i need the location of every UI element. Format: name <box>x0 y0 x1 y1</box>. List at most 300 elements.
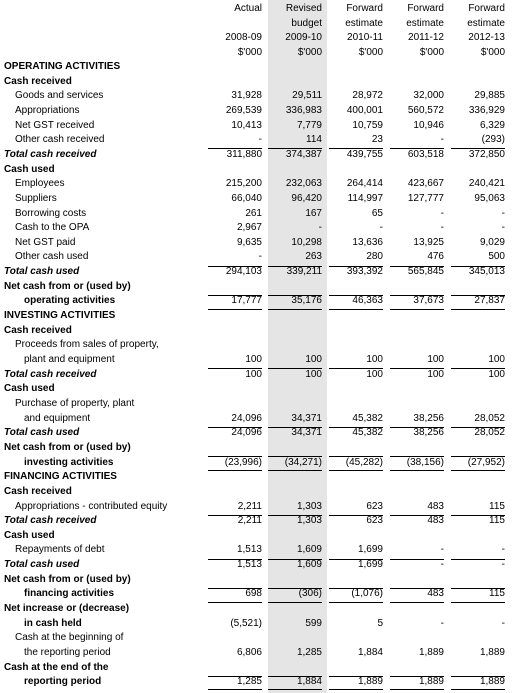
row-value-col-5: - <box>501 222 505 234</box>
subtotal-rule <box>390 427 444 428</box>
subtotal-rule <box>208 266 262 267</box>
row-value-col-1: - <box>258 134 262 146</box>
row-value-col-3: 10,759 <box>352 119 383 131</box>
total-underline <box>268 470 322 471</box>
row-value-col-2: 1,303 <box>296 500 322 512</box>
row-value-col-1: 215,200 <box>225 178 262 190</box>
table-row <box>0 119 513 134</box>
row-value-col-5: 9,029 <box>479 236 505 248</box>
row-value-col-2: 34,371 <box>291 427 322 439</box>
row-value-col-5: 115 <box>489 588 505 600</box>
row-label: Other cash received <box>15 134 105 146</box>
row-label: Net increase or (decrease) <box>4 603 130 615</box>
row-value-col-5: - <box>501 617 505 629</box>
subtotal-rule <box>451 456 505 457</box>
table-row <box>0 294 513 309</box>
row-value-col-1: 2,967 <box>236 222 262 234</box>
row-value-col-4: 483 <box>427 500 444 512</box>
subtotal-rule <box>329 559 383 560</box>
total-underline <box>208 602 262 603</box>
row-value-col-2: 1,285 <box>296 647 322 658</box>
row-label: Cash received <box>4 75 72 87</box>
row-value-col-3: - <box>379 222 383 234</box>
header-line1-col-4: Forward <box>407 3 444 14</box>
row-value-col-2: 599 <box>305 617 322 629</box>
row-value-col-4: 565,845 <box>407 266 444 278</box>
table-row <box>0 324 513 339</box>
table-row <box>0 309 513 324</box>
header-line4-col-4: $'000 <box>419 46 444 58</box>
row-value-col-3: 623 <box>366 500 383 512</box>
row-value-col-1: (23,996) <box>224 456 262 468</box>
row-label: Cash received <box>4 324 72 336</box>
row-label: Total cash received <box>4 368 97 380</box>
subtotal-rule <box>451 515 505 516</box>
row-value-col-4: 603,518 <box>407 148 444 160</box>
subtotal-rule <box>208 295 262 296</box>
table-row <box>0 368 513 383</box>
row-value-col-1: (5,521) <box>230 617 262 629</box>
total-underline <box>451 309 505 310</box>
table-row <box>0 631 513 646</box>
row-label: Total cash used <box>4 427 80 439</box>
row-value-col-5: 29,885 <box>474 90 505 102</box>
table-row <box>0 675 513 690</box>
row-label: Total cash used <box>4 559 80 571</box>
row-label: Repayments of debt <box>15 544 105 556</box>
header-line4-col-5: $'000 <box>480 46 505 58</box>
subtotal-rule <box>451 427 505 428</box>
row-value-col-3: 264,414 <box>346 178 383 190</box>
total-underline <box>390 470 444 471</box>
row-label: Cash used <box>4 163 55 175</box>
row-label: Cash received <box>4 485 72 497</box>
subtotal-rule <box>268 266 322 267</box>
subtotal-rule <box>451 266 505 267</box>
subtotal-rule <box>390 676 444 677</box>
row-value-col-2: 35,176 <box>291 295 322 307</box>
row-value-col-1: 294,103 <box>225 266 262 278</box>
subtotal-rule <box>329 368 383 369</box>
row-value-col-2: 339,211 <box>286 266 322 278</box>
subtotal-rule <box>451 148 505 149</box>
row-value-col-2: 100 <box>305 368 322 380</box>
row-value-col-3: 46,363 <box>352 295 383 307</box>
row-value-col-5: 1,889 <box>479 676 505 688</box>
row-value-col-3: 45,382 <box>352 427 383 439</box>
row-value-col-1: 6,806 <box>236 647 262 658</box>
row-value-col-2: 232,063 <box>285 178 322 190</box>
total-underline <box>208 470 262 471</box>
row-label: Cash used <box>4 383 55 395</box>
table-row <box>0 412 513 427</box>
subtotal-rule <box>451 295 505 296</box>
row-value-col-2: (34,271) <box>284 456 322 468</box>
header-line1-col-5: Forward <box>468 3 505 14</box>
row-value-col-5: - <box>501 207 505 219</box>
row-value-col-5: 27,837 <box>474 295 505 307</box>
row-value-col-5: 336,929 <box>468 104 505 116</box>
row-value-col-3: 1,699 <box>357 544 383 556</box>
row-value-col-5: 115 <box>489 500 505 512</box>
row-value-col-1: 100 <box>245 368 262 380</box>
total-underline <box>268 602 322 603</box>
table-row <box>0 265 513 280</box>
row-label: Total cash used <box>4 266 80 278</box>
subtotal-rule <box>390 295 444 296</box>
subtotal-rule <box>390 515 444 516</box>
row-value-col-5: 100 <box>488 368 505 380</box>
subtotal-rule <box>390 456 444 457</box>
total-underline <box>329 470 383 471</box>
table-row <box>0 646 513 661</box>
row-value-col-4: 32,000 <box>413 90 444 102</box>
row-value-col-5: 345,013 <box>468 266 505 278</box>
row-value-col-5: - <box>501 559 505 571</box>
row-label: Proceeds from sales of property, <box>15 339 159 351</box>
row-label: the reporting period <box>24 647 111 658</box>
subtotal-rule <box>451 588 505 589</box>
total-underline <box>390 309 444 310</box>
row-value-col-5: 372,850 <box>468 148 505 160</box>
row-value-col-2: 7,779 <box>296 119 322 131</box>
row-value-col-3: 400,001 <box>346 104 383 116</box>
row-label: reporting period <box>24 676 102 688</box>
row-label: Appropriations - contributed equity <box>15 500 168 512</box>
row-value-col-5: 500 <box>488 251 505 263</box>
total-underline <box>329 309 383 310</box>
row-value-col-4: (38,156) <box>406 456 444 468</box>
row-value-col-2: 167 <box>305 207 322 219</box>
header-line3-col-1: 2008-09 <box>225 32 262 44</box>
subtotal-rule <box>208 368 262 369</box>
row-label: Total cash received <box>4 148 97 160</box>
row-value-col-2: 114 <box>306 134 322 146</box>
table-row <box>0 558 513 573</box>
row-value-col-1: 24,096 <box>231 427 262 439</box>
row-value-col-4: 10,946 <box>413 119 444 131</box>
row-value-col-2: 29,511 <box>292 90 322 102</box>
row-value-col-4: 560,572 <box>407 104 444 116</box>
subtotal-rule <box>268 295 322 296</box>
table-row <box>0 587 513 602</box>
subtotal-rule <box>208 559 262 560</box>
table-row <box>0 543 513 558</box>
row-value-col-2: 263 <box>305 251 322 263</box>
row-value-col-1: 31,928 <box>231 90 262 102</box>
row-value-col-4: - <box>440 207 444 219</box>
table-row <box>0 177 513 192</box>
row-label: Cash to the OPA <box>15 222 90 234</box>
row-value-col-5: 1,889 <box>479 647 505 658</box>
row-value-col-3: 393,392 <box>346 266 383 278</box>
subtotal-rule <box>208 588 262 589</box>
table-row <box>0 148 513 163</box>
total-underline <box>208 689 262 690</box>
row-value-col-5: (293) <box>481 134 505 146</box>
subtotal-rule <box>451 368 505 369</box>
row-value-col-3: 114,997 <box>347 192 383 204</box>
table-row <box>0 60 513 75</box>
row-value-col-4: 127,777 <box>407 192 444 204</box>
row-label: Suppliers <box>15 192 57 204</box>
header-line1-col-3: Forward <box>346 3 383 14</box>
header-line2-col-3: estimate <box>345 17 383 29</box>
subtotal-rule <box>208 148 262 149</box>
subtotal-rule <box>208 427 262 428</box>
row-value-col-2: - <box>318 222 322 234</box>
table-row <box>0 661 513 676</box>
row-value-col-2: 1,303 <box>296 515 322 527</box>
subtotal-rule <box>329 427 383 428</box>
row-value-col-2: 96,420 <box>291 192 322 204</box>
total-underline <box>268 309 322 310</box>
subtotal-rule <box>329 515 383 516</box>
total-underline <box>329 602 383 603</box>
table-row <box>0 397 513 412</box>
table-row <box>0 573 513 588</box>
row-label: in cash held <box>24 617 82 629</box>
table-row <box>0 441 513 456</box>
subtotal-rule <box>329 266 383 267</box>
subtotal-rule <box>390 148 444 149</box>
row-value-col-3: 100 <box>366 354 383 365</box>
row-value-col-4: 1,889 <box>418 647 444 658</box>
row-value-col-1: 9,635 <box>236 236 262 248</box>
row-value-col-4: 38,256 <box>413 427 444 439</box>
row-value-col-2: (306) <box>298 588 322 600</box>
row-value-col-3: 13,636 <box>352 236 383 248</box>
table-row <box>0 485 513 500</box>
row-value-col-1: 311,880 <box>226 148 262 160</box>
row-label: plant and equipment <box>24 354 115 365</box>
subtotal-rule <box>268 368 322 369</box>
row-label: INVESTING ACTIVITIES <box>4 310 116 322</box>
subtotal-rule <box>329 295 383 296</box>
subtotal-rule <box>268 148 322 149</box>
table-row <box>0 426 513 441</box>
row-value-col-4: - <box>440 222 444 234</box>
row-value-col-2: 10,298 <box>291 236 322 248</box>
subtotal-rule <box>329 456 383 457</box>
row-label: Cash at the end of the <box>4 661 109 673</box>
subtotal-rule <box>268 588 322 589</box>
row-value-col-2: 1,609 <box>296 559 322 571</box>
row-value-col-5: 95,063 <box>474 192 505 204</box>
row-value-col-1: 1,285 <box>236 676 262 688</box>
row-label: Total cash received <box>4 515 97 527</box>
row-value-col-3: (1,076) <box>351 588 383 600</box>
row-value-col-1: 2,211 <box>237 500 262 512</box>
row-value-col-2: 336,983 <box>285 104 322 116</box>
row-value-col-3: 65 <box>371 207 383 219</box>
row-value-col-2: 1,609 <box>296 544 322 556</box>
table-row <box>0 104 513 119</box>
header-line3-col-2: 2009-10 <box>285 32 322 44</box>
row-value-col-4: - <box>440 134 444 146</box>
row-value-col-3: 280 <box>366 251 383 263</box>
total-underline <box>390 689 444 690</box>
subtotal-rule <box>268 515 322 516</box>
header-line3-col-3: 2010-11 <box>347 32 383 44</box>
table-row <box>0 250 513 265</box>
subtotal-rule <box>329 588 383 589</box>
subtotal-rule <box>208 456 262 457</box>
row-value-col-3: 1,699 <box>357 559 383 571</box>
table-row <box>0 500 513 515</box>
subtotal-rule <box>208 676 262 677</box>
row-value-col-5: 115 <box>489 515 505 527</box>
table-row <box>0 280 513 295</box>
row-label: Net cash from or (used by) <box>4 441 131 453</box>
subtotal-rule <box>390 368 444 369</box>
row-label: Net cash from or (used by) <box>4 573 131 585</box>
subtotal-rule <box>329 148 383 149</box>
header-line3-col-4: 2011-12 <box>408 32 444 44</box>
header-line1-col-1: Actual <box>234 3 262 14</box>
table-row <box>0 456 513 471</box>
row-value-col-4: 38,256 <box>413 412 444 424</box>
row-value-col-3: 100 <box>366 368 383 380</box>
row-value-col-5: 28,052 <box>474 412 505 424</box>
table-row <box>0 133 513 148</box>
table-row <box>0 470 513 485</box>
header-line2-col-5: estimate <box>467 17 505 29</box>
row-label: OPERATING ACTIVITIES <box>4 61 121 72</box>
subtotal-rule <box>390 266 444 267</box>
row-label: Borrowing costs <box>15 207 87 219</box>
table-row <box>0 529 513 544</box>
row-value-col-4: 476 <box>427 251 444 263</box>
table-row <box>0 338 513 353</box>
row-value-col-1: 100 <box>245 354 262 365</box>
row-value-col-2: 34,371 <box>291 412 322 424</box>
row-value-col-4: 423,667 <box>407 178 444 190</box>
row-label: Purchase of property, plant <box>15 397 135 409</box>
row-value-col-4: - <box>440 617 444 629</box>
total-underline <box>329 689 383 690</box>
row-label: Cash used <box>4 529 55 541</box>
table-row <box>0 514 513 529</box>
total-underline <box>208 309 262 310</box>
subtotal-rule <box>390 559 444 560</box>
table-row <box>0 192 513 207</box>
row-value-col-1: 10,413 <box>231 119 262 131</box>
row-value-col-4: 100 <box>427 354 444 365</box>
row-value-col-1: - <box>258 251 262 263</box>
total-underline <box>451 689 505 690</box>
total-underline <box>451 470 505 471</box>
row-value-col-2: 1,884 <box>296 676 322 688</box>
subtotal-rule <box>451 676 505 677</box>
header-line3-col-5: 2012-13 <box>468 32 505 44</box>
row-value-col-4: 1,889 <box>418 676 444 688</box>
row-label: operating activities <box>24 295 116 307</box>
subtotal-rule <box>390 588 444 589</box>
subtotal-rule <box>268 559 322 560</box>
row-value-col-3: 623 <box>366 515 383 527</box>
table-row <box>0 221 513 236</box>
table-row <box>0 602 513 617</box>
row-value-col-4: - <box>440 544 444 556</box>
total-underline <box>451 602 505 603</box>
header-line2-col-2: budget <box>291 17 322 29</box>
subtotal-rule <box>268 456 322 457</box>
row-value-col-5: 240,421 <box>468 178 505 190</box>
row-label: Employees <box>15 178 65 190</box>
row-value-col-5: 6,329 <box>479 119 505 131</box>
row-label: and equipment <box>24 412 91 424</box>
table-row <box>0 163 513 178</box>
header-line4-col-2: $'000 <box>297 46 322 58</box>
table-row <box>0 207 513 222</box>
row-value-col-5: - <box>501 544 505 556</box>
table-row <box>0 353 513 368</box>
row-value-col-3: 28,972 <box>352 90 383 102</box>
row-value-col-3: 1,889 <box>357 676 383 688</box>
row-value-col-5: 28,052 <box>474 427 505 439</box>
row-label: Appropriations <box>15 104 80 116</box>
subtotal-rule <box>268 427 322 428</box>
row-value-col-5: (27,952) <box>467 456 505 468</box>
header-line1-col-2: Revised <box>285 3 322 14</box>
table-row <box>0 89 513 104</box>
row-value-col-2: 374,387 <box>285 148 322 160</box>
header-line4-col-3: $'000 <box>358 46 383 58</box>
row-label: Other cash used <box>15 251 89 263</box>
total-underline <box>268 689 322 690</box>
row-value-col-1: 698 <box>245 588 262 600</box>
row-value-col-1: 24,096 <box>231 412 262 424</box>
row-value-col-3: (45,282) <box>345 456 383 468</box>
row-value-col-4: 13,925 <box>413 236 444 248</box>
row-label: Cash at the beginning of <box>15 632 124 644</box>
row-value-col-4: 483 <box>427 515 444 527</box>
row-value-col-3: 439,755 <box>346 148 383 160</box>
row-label: Goods and services <box>15 90 104 102</box>
row-value-col-4: 37,673 <box>413 295 444 307</box>
row-label: Net cash from or (used by) <box>4 280 131 292</box>
row-label: Net GST paid <box>15 236 76 248</box>
row-value-col-3: 23 <box>371 134 383 146</box>
row-value-col-1: 66,040 <box>231 192 262 204</box>
total-underline <box>390 602 444 603</box>
header-line4-col-1: $'000 <box>237 46 262 58</box>
table-row <box>0 617 513 632</box>
row-value-col-3: 1,884 <box>357 647 383 658</box>
subtotal-rule <box>329 676 383 677</box>
row-value-col-4: 100 <box>427 368 444 380</box>
table-row <box>0 382 513 397</box>
row-value-col-1: 2,211 <box>237 515 262 527</box>
row-value-col-1: 17,777 <box>231 295 262 307</box>
row-label: Net GST received <box>15 119 95 131</box>
row-value-col-3: 45,382 <box>352 412 383 424</box>
row-value-col-1: 1,513 <box>236 544 262 556</box>
row-value-col-4: - <box>440 559 444 571</box>
row-value-col-1: 261 <box>245 207 262 219</box>
subtotal-rule <box>208 515 262 516</box>
row-label: FINANCING ACTIVITIES <box>4 471 117 483</box>
row-value-col-2: 100 <box>305 354 322 365</box>
row-value-col-4: 483 <box>427 588 444 600</box>
table-row <box>0 75 513 90</box>
header-line2-col-4: estimate <box>406 17 444 29</box>
row-label: investing activities <box>24 456 114 468</box>
subtotal-rule <box>268 676 322 677</box>
row-value-col-1: 1,513 <box>236 559 262 571</box>
subtotal-rule <box>451 559 505 560</box>
